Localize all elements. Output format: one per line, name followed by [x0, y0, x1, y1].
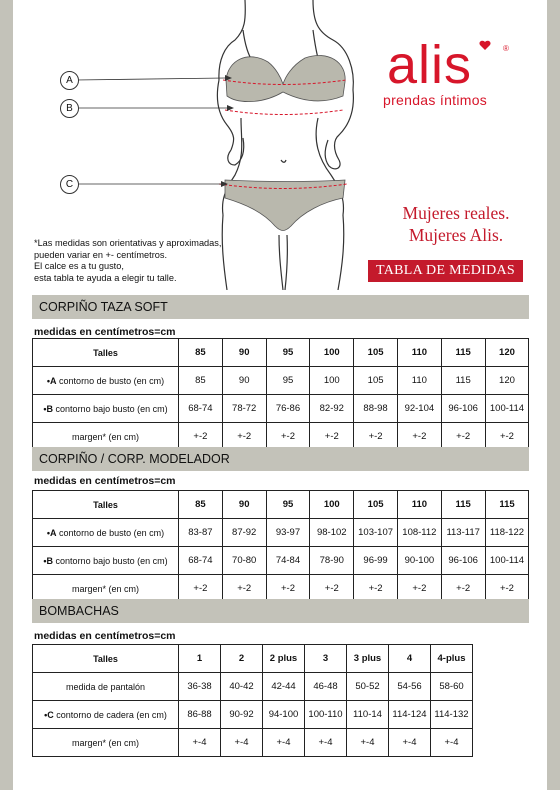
row-label: margen* (en cm): [71, 583, 140, 594]
table-cell: 108-112: [397, 519, 441, 547]
section-subtitle: medidas en centímetros=cm: [34, 475, 176, 487]
table-cell: +-2: [310, 575, 354, 603]
section-title-corpino-modelador: CORPIÑO / CORP. MODELADOR: [32, 447, 529, 471]
table-cell: 113-117: [441, 519, 485, 547]
table-cell: 110: [397, 491, 441, 519]
table-cell: 76-86: [266, 395, 310, 423]
table-cell: 96-106: [441, 395, 485, 423]
note-line: *Las medidas son orientativas y aproximadas,: [34, 238, 222, 248]
header-area: [13, 0, 547, 290]
table-cell: 90-92: [221, 701, 263, 729]
row-label-cell: [33, 367, 179, 395]
table-row: [33, 519, 529, 547]
table-cell: +-2: [441, 423, 485, 451]
table-cell: 96-99: [354, 547, 398, 575]
table-cell: 78-90: [310, 547, 354, 575]
table-cell: +-4: [347, 729, 389, 757]
row-label-cell: [33, 491, 179, 519]
logo-word: alis: [387, 35, 473, 95]
registered-mark: ®: [503, 44, 509, 53]
row-bullet: •A: [46, 375, 57, 386]
section-title-corpino-taza-soft: CORPIÑO TAZA SOFT: [32, 295, 529, 319]
table-cell: 100: [310, 491, 354, 519]
row-label: contorno bajo busto (en cm): [55, 555, 168, 566]
row-label: Talles: [93, 347, 118, 358]
size-table-bombachas: [32, 644, 473, 757]
row-label: Talles: [93, 653, 118, 664]
table-cell: 42-44: [263, 673, 305, 701]
table-cell: 90: [222, 339, 266, 367]
table-cell: +-4: [263, 729, 305, 757]
table-cell: 78-72: [222, 395, 266, 423]
table-cell: 105: [354, 367, 398, 395]
table-cell: 98-102: [310, 519, 354, 547]
table-cell: 1: [179, 645, 221, 673]
note-line: El calce es a tu gusto,: [34, 261, 124, 272]
table-cell: 85: [179, 339, 223, 367]
row-label-cell: [33, 729, 179, 757]
table-cell: 115: [441, 339, 485, 367]
table-cell: 36-38: [179, 673, 221, 701]
table-cell: +-2: [310, 423, 354, 451]
table-cell: 58-60: [431, 673, 473, 701]
table-cell: 2 plus: [263, 645, 305, 673]
table-cell: 115: [485, 491, 529, 519]
row-bullet: •B: [43, 403, 54, 414]
table-cell: 115: [441, 367, 485, 395]
marker-c: C: [60, 175, 79, 194]
row-label-cell: [33, 519, 179, 547]
slogan-line-1: Mujeres reales.: [402, 203, 510, 223]
table-cell: 3: [305, 645, 347, 673]
table-cell: 54-56: [389, 673, 431, 701]
row-label: margen* (en cm): [71, 431, 140, 442]
table-cell: 105: [354, 491, 398, 519]
table-cell: +-2: [179, 423, 223, 451]
row-label-cell: [33, 673, 179, 701]
table-cell: 85: [179, 491, 223, 519]
table-cell: 94-100: [263, 701, 305, 729]
table-cell: 95: [266, 367, 310, 395]
table-cell: +-2: [397, 575, 441, 603]
table-cell: +-2: [266, 575, 310, 603]
table-row: [33, 673, 473, 701]
disclaimer-note: [34, 238, 274, 284]
table-header-row: [33, 645, 473, 673]
slogan-line-2: Mujeres Alis.: [408, 225, 504, 245]
table-cell: +-2: [397, 423, 441, 451]
table-row: [33, 701, 473, 729]
row-label: contorno bajo busto (en cm): [55, 403, 168, 414]
note-line: pueden variar en +- centímetros.: [34, 249, 168, 260]
table-cell: 100-114: [485, 395, 529, 423]
table-row: [33, 395, 529, 423]
table-cell: 4: [389, 645, 431, 673]
table-cell: 46-48: [305, 673, 347, 701]
table-cell: 120: [485, 367, 529, 395]
table-cell: 85: [179, 367, 223, 395]
size-table-corpino-modelador: [32, 490, 529, 603]
table-cell: 95: [266, 491, 310, 519]
table-cell: +-2: [222, 575, 266, 603]
table-row: [33, 367, 529, 395]
table-cell: +-4: [431, 729, 473, 757]
table-cell: 114-132: [431, 701, 473, 729]
table-cell: 95: [266, 339, 310, 367]
row-label: Talles: [93, 499, 118, 510]
marker-b: B: [60, 99, 79, 118]
tabla-de-medidas-banner: TABLA DE MEDIDAS: [368, 260, 523, 282]
row-label: contorno de busto (en cm): [59, 375, 165, 386]
table-cell: 74-84: [266, 547, 310, 575]
table-cell: 103-107: [354, 519, 398, 547]
table-cell: +-2: [354, 575, 398, 603]
row-bullet: •B: [43, 555, 54, 566]
underwear-shape: [225, 180, 345, 231]
table-cell: 110: [397, 367, 441, 395]
row-label-cell: [33, 645, 179, 673]
table-cell: +-2: [485, 423, 529, 451]
section-subtitle: medidas en centímetros=cm: [34, 326, 176, 338]
table-cell: 100-110: [305, 701, 347, 729]
size-table-corpino-taza-soft: [32, 338, 529, 451]
row-label: margen* (en cm): [71, 737, 140, 748]
alis-logo: [383, 35, 533, 108]
table-header-row: [33, 339, 529, 367]
table-cell: 68-74: [179, 395, 223, 423]
marker-a: A: [60, 71, 79, 90]
section-subtitle: medidas en centímetros=cm: [34, 630, 176, 642]
table-cell: 88-98: [354, 395, 398, 423]
row-label: contorno de busto (en cm): [59, 527, 165, 538]
table-cell: +-2: [441, 575, 485, 603]
table-cell: 100: [310, 367, 354, 395]
table-cell: 110: [397, 339, 441, 367]
bra-shape: [226, 55, 345, 101]
table-cell: 86-88: [179, 701, 221, 729]
table-cell: +-2: [222, 423, 266, 451]
heart-icon: [479, 40, 491, 51]
table-header-row: [33, 491, 529, 519]
table-cell: +-2: [354, 423, 398, 451]
table-cell: +-2: [266, 423, 310, 451]
table-row: [33, 729, 473, 757]
table-cell: 4-plus: [431, 645, 473, 673]
section-title-bombachas: BOMBACHAS: [32, 599, 529, 623]
table-cell: 3 plus: [347, 645, 389, 673]
table-cell: 90: [222, 491, 266, 519]
table-cell: 100-114: [485, 547, 529, 575]
row-label-cell: [33, 547, 179, 575]
table-cell: 96-106: [441, 547, 485, 575]
table-cell: 90-100: [397, 547, 441, 575]
table-cell: 100: [310, 339, 354, 367]
table-cell: 90: [222, 367, 266, 395]
table-cell: +-4: [221, 729, 263, 757]
row-bullet: •C: [44, 709, 54, 720]
row-label: medida de pantalón: [65, 681, 146, 692]
table-cell: 93-97: [266, 519, 310, 547]
table-cell: +-4: [305, 729, 347, 757]
note-line: esta tabla te ayuda a elegir tu talle.: [34, 272, 177, 283]
size-chart-page: [13, 0, 547, 790]
row-label: contorno de cadera (en cm): [56, 709, 167, 720]
row-label-cell: [33, 395, 179, 423]
slogan: [381, 202, 531, 246]
logo-tagline: prendas íntimos: [383, 92, 488, 108]
table-cell: 82-92: [310, 395, 354, 423]
table-cell: 115: [441, 491, 485, 519]
table-cell: 70-80: [222, 547, 266, 575]
table-cell: 105: [354, 339, 398, 367]
table-cell: 118-122: [485, 519, 529, 547]
table-cell: 120: [485, 339, 529, 367]
table-cell: +-2: [485, 575, 529, 603]
row-label-cell: [33, 701, 179, 729]
table-cell: 92-104: [397, 395, 441, 423]
table-cell: 114-124: [389, 701, 431, 729]
table-cell: 2: [221, 645, 263, 673]
table-cell: 68-74: [179, 547, 223, 575]
table-cell: 83-87: [179, 519, 223, 547]
table-cell: +-4: [389, 729, 431, 757]
table-cell: +-4: [179, 729, 221, 757]
table-cell: 40-42: [221, 673, 263, 701]
table-cell: 50-52: [347, 673, 389, 701]
table-cell: 110-14: [347, 701, 389, 729]
table-cell: +-2: [179, 575, 223, 603]
row-label-cell: [33, 339, 179, 367]
table-cell: 87-92: [222, 519, 266, 547]
table-row: [33, 547, 529, 575]
row-bullet: •A: [46, 527, 57, 538]
